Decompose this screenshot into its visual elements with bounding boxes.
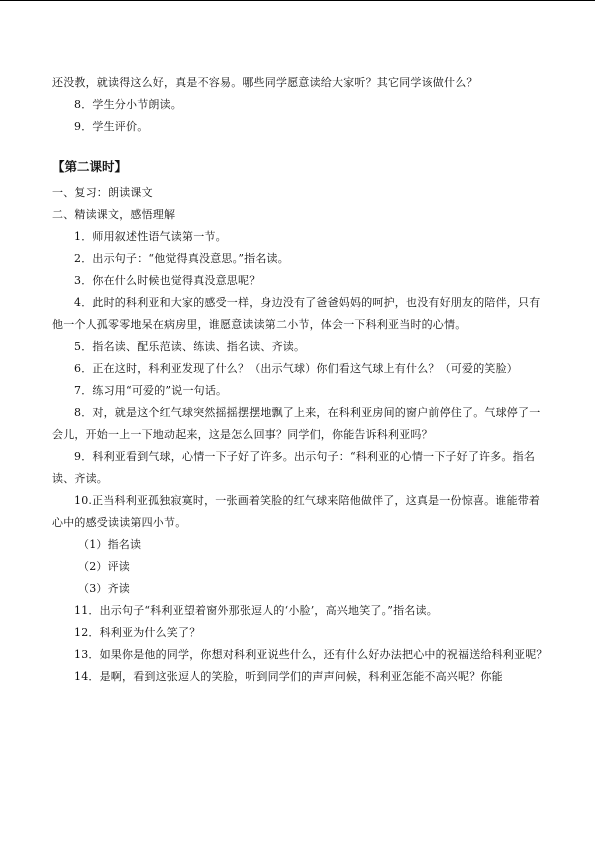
sub-list-item: （3）齐读	[78, 582, 130, 595]
list-item: 7．练习用“可爱的”说一句话。	[74, 384, 228, 397]
list-item: 2．出示句子：“他觉得真没意思。”指名读。	[74, 252, 289, 265]
list-item: 13．如果你是他的同学，你想对科利亚说些什么，还有什么好办法把心中的祝福送给科利亚呢？	[74, 648, 548, 661]
page-top-rule	[0, 0, 595, 1]
document-body	[52, 72, 548, 688]
list-item: 1．师用叙述性语气读第一节。	[74, 230, 227, 243]
list-item: 9．科利亚看到气球，心情一下子好了许多。出示句子：“科利亚的心情一下子好了许多。指名读、齐读。	[52, 450, 536, 485]
list-item: 4．此时的科利亚和大家的感受一样，身边没有了爸爸妈妈的呵护，也没有好朋友的陪伴，只有他一个人孤零零地呆在病房里，谁愿意读读第二小节，体会一下科利亚当时的心情。	[52, 296, 541, 331]
list-item: 5．指名读、配乐范读、练读、指名读、齐读。	[74, 340, 306, 353]
section-heading: 【第二课时】	[52, 159, 128, 174]
list-item: 6．正在这时，科利亚发现了什么？（出示气球）你们看这气球上有什么？（可爱的笑脸）	[74, 362, 518, 375]
list-item: 8．学生分小节朗读。	[74, 98, 182, 111]
list-item: 11．出示句子“科利亚望着窗外那张逗人的‘小脸’，高兴地笑了。”指名读。	[74, 604, 438, 617]
list-item: 3．你在什么时候也觉得真没意思呢？	[74, 274, 261, 287]
sub-list-item: （1）指名读	[78, 538, 142, 551]
outline-item: 二、精读课文，感悟理解	[52, 208, 176, 221]
paragraph-line: 还没教，就读得这么好，真是不容易。哪些同学愿意读给大家听？其它同学该做什么？	[52, 76, 478, 89]
outline-item: 一、复习：朗读课文	[52, 186, 153, 199]
list-item: 8．对，就是这个红气球突然摇摇摆摆地飘了上来，在科利亚房间的窗户前停住了。气球停了一会儿，开始一上一下地动起来，这是怎么回事？同学们，你能告诉科利亚吗？	[52, 406, 541, 441]
list-item: 9．学生评价。	[74, 120, 149, 133]
sub-list-item: （2）评读	[78, 560, 130, 573]
list-item: 12．科利亚为什么笑了？	[74, 626, 201, 639]
list-item: 10.正当科利亚孤独寂寞时，一张画着笑脸的红气球来陪他做伴了，这真是一份惊喜。谁能带着心中的感受读读第四小节。	[52, 494, 541, 529]
list-item: 14．是啊，看到这张逗人的笑脸，听到同学们的声声问候，科利亚怎能不高兴呢？你能	[74, 670, 503, 683]
